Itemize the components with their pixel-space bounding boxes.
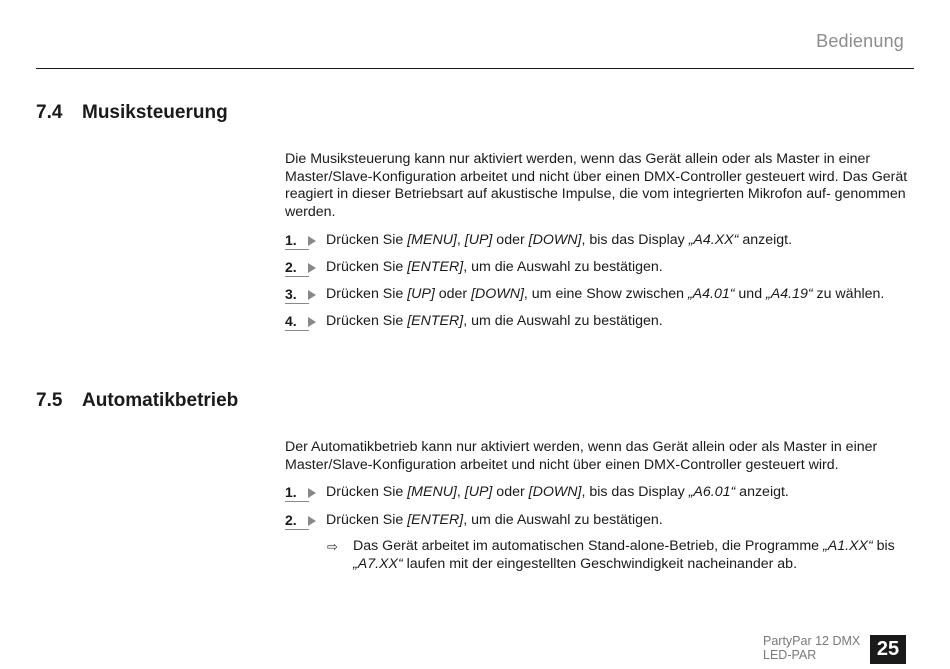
step-arrow-icon — [308, 236, 316, 246]
section-number: 7.4 — [36, 102, 63, 123]
section-title-musiksteuerung — [36, 102, 228, 124]
step-underline — [285, 276, 309, 277]
step-arrow-icon — [308, 290, 316, 300]
step-number: 3. — [285, 286, 297, 302]
step-text: Drücken Sie [MENU], [UP] oder [DOWN], bis das Display „A4.XX“ anzeigt. — [326, 232, 793, 248]
page-number: 25 — [870, 635, 906, 664]
step-text: Drücken Sie [ENTER], um die Auswahl zu bestätigen. — [326, 313, 663, 329]
result-arrow-icon: ⇨ — [327, 539, 338, 554]
footer-product-type: LED-PAR — [763, 648, 817, 662]
step-number: 2. — [285, 512, 297, 528]
step-arrow-icon — [308, 516, 316, 526]
step-underline — [285, 529, 309, 530]
result-text: Das Gerät arbeitet im automatischen Stand-alone-Betrieb, die Programme „A1.XX“ bis „A7.XX“ laufen mit der eingestellten Geschwindigkeit nacheinander ab. — [353, 538, 895, 572]
section-intro: Die Musiksteuerung kann nur aktiviert werden, wenn das Gerät allein oder als Master in einer Master/Slave-Konfiguration arbeitet und nicht über einen DMX-Controller gesteuert wird. Das Gerät reagiert in dieser Betriebsart auf akustische Impulse, die vom integrierten Mikrofon auf- genommen werden. — [285, 151, 908, 220]
section-number: 7.5 — [36, 390, 63, 411]
step-underline — [285, 303, 309, 304]
step-underline — [285, 330, 309, 331]
step-text: Drücken Sie [UP] oder [DOWN], um eine Show zwischen „A4.01“ und „A4.19“ zu wählen. — [326, 286, 885, 302]
step-number: 4. — [285, 313, 297, 329]
step-text: Drücken Sie [ENTER], um die Auswahl zu bestätigen. — [326, 512, 663, 528]
step-number: 2. — [285, 259, 297, 275]
footer-product-name: PartyPar 12 DMX — [763, 634, 861, 648]
step-arrow-icon — [308, 263, 316, 273]
section-heading: Automatikbetrieb — [82, 390, 239, 411]
section-heading: Musiksteuerung — [82, 102, 228, 123]
step-underline — [285, 501, 309, 502]
step-number: 1. — [285, 232, 297, 248]
step-underline — [285, 249, 309, 250]
step-number: 1. — [285, 484, 297, 500]
footer-product — [763, 634, 860, 662]
step-arrow-icon — [308, 488, 316, 498]
section-title-automatikbetrieb — [36, 390, 238, 412]
section-intro: Der Automatikbetrieb kann nur aktiviert werden, wenn das Gerät allein oder als Master in einer Master/Slave-Konfiguration arbeitet und nicht über einen DMX-Controller gesteuert wird. — [285, 439, 878, 473]
chapter-header: Bedienung — [816, 31, 904, 51]
step-arrow-icon — [308, 317, 316, 327]
header-rule — [36, 68, 914, 69]
step-text: Drücken Sie [MENU], [UP] oder [DOWN], bis das Display „A6.01“ anzeigt. — [326, 484, 789, 500]
step-text: Drücken Sie [ENTER], um die Auswahl zu bestätigen. — [326, 259, 663, 275]
